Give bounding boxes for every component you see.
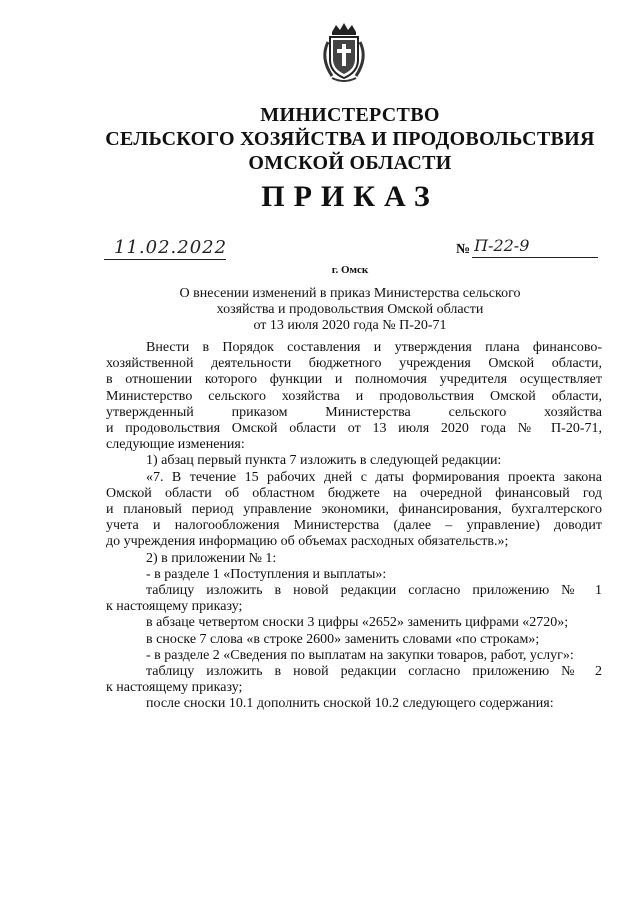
body-text-line: - в разделе 2 «Сведения по выплатам на закупки товаров, работ, услуг»: (146, 647, 574, 663)
body-text-line: после сноски 10.1 дополнить сноской 10.2 следующего содержания: (146, 696, 554, 712)
body-text-line: «7. В течение 15 рабочих дней с даты формирования проекта закона (146, 469, 602, 485)
omsk-coat-of-arms-icon (318, 22, 370, 84)
order-body (106, 340, 602, 713)
body-text-line: и продовольствия Омской области от 13 июля 2020 года № П-20-71, (106, 421, 602, 437)
order-subject (130, 286, 570, 334)
body-text-line: утвержденный приказом Министерства сельского хозяйства (106, 404, 602, 420)
body-text-line: 2) в приложении № 1: (146, 550, 277, 566)
ministry-line: СЕЛЬСКОГО ХОЗЯЙСТВА И ПРОДОВОЛЬСТВИЯ (105, 128, 595, 150)
body-text-line: в отношении которого функции и полномочия учредителя осуществляет (106, 372, 602, 388)
body-text-line: хозяйственной деятельности бюджетного учреждения Омской области, (106, 356, 602, 372)
city-label: г. Омск (331, 264, 369, 276)
body-text-line: Внести в Порядок составления и утверждения плана финансово- (146, 340, 602, 355)
ministry-line: ОМСКОЙ ОБЛАСТИ (248, 152, 452, 174)
body-text-line: к настоящему приказу; (106, 680, 243, 696)
handwritten-number: П-22-9 (474, 236, 530, 255)
body-text-line: в сноске 7 слова «в строке 2600» заменить словами «по строкам»; (146, 631, 540, 647)
subject-line: О внесении изменений в приказ Министерства сельского (179, 286, 521, 301)
subject-line: от 13 июля 2020 года № П-20-71 (253, 318, 447, 333)
body-text-line: 1) абзац первый пункта 7 изложить в следующей редакции: (146, 453, 502, 469)
date-field (104, 237, 226, 260)
order-number-field (456, 237, 598, 259)
ministry-name (80, 103, 620, 175)
body-text-line: Омской области об областном бюджете на очередной финансовый год (106, 485, 602, 501)
document-type-title: ПРИКАЗ (261, 180, 439, 213)
body-text-line: до учреждения информацию об объемах расходных обязательств.»; (106, 534, 509, 550)
body-text-line: следующие изменения: (106, 437, 245, 453)
body-text-line: и плановый период управление экономики, финансирования, бухгалтерского (106, 502, 602, 518)
body-text-line: - в разделе 1 «Поступления и выплаты»: (146, 566, 387, 582)
body-text-line: таблицу изложить в новой редакции согласно приложению № 2 (146, 664, 602, 680)
body-text-line: в абзаце четвертом сноски 3 цифры «2652» заменить цифрами «2720»; (146, 615, 569, 631)
subject-line: хозяйства и продовольствия Омской области (216, 302, 484, 317)
handwritten-date: 11.02.2022 (114, 237, 228, 258)
ministry-line: МИНИСТЕРСТВО (260, 104, 440, 126)
body-text-line: к настоящему приказу; (106, 599, 243, 615)
body-text-line: Министерство сельского хозяйства и продовольствия Омской области, (106, 388, 602, 404)
number-line (472, 237, 598, 258)
body-text-line: учета и налогообложения Министерства (далее – управление) доводит (106, 518, 602, 534)
body-text-line: таблицу изложить в новой редакции согласно приложению № 1 (146, 583, 602, 599)
number-label: № (456, 242, 471, 257)
